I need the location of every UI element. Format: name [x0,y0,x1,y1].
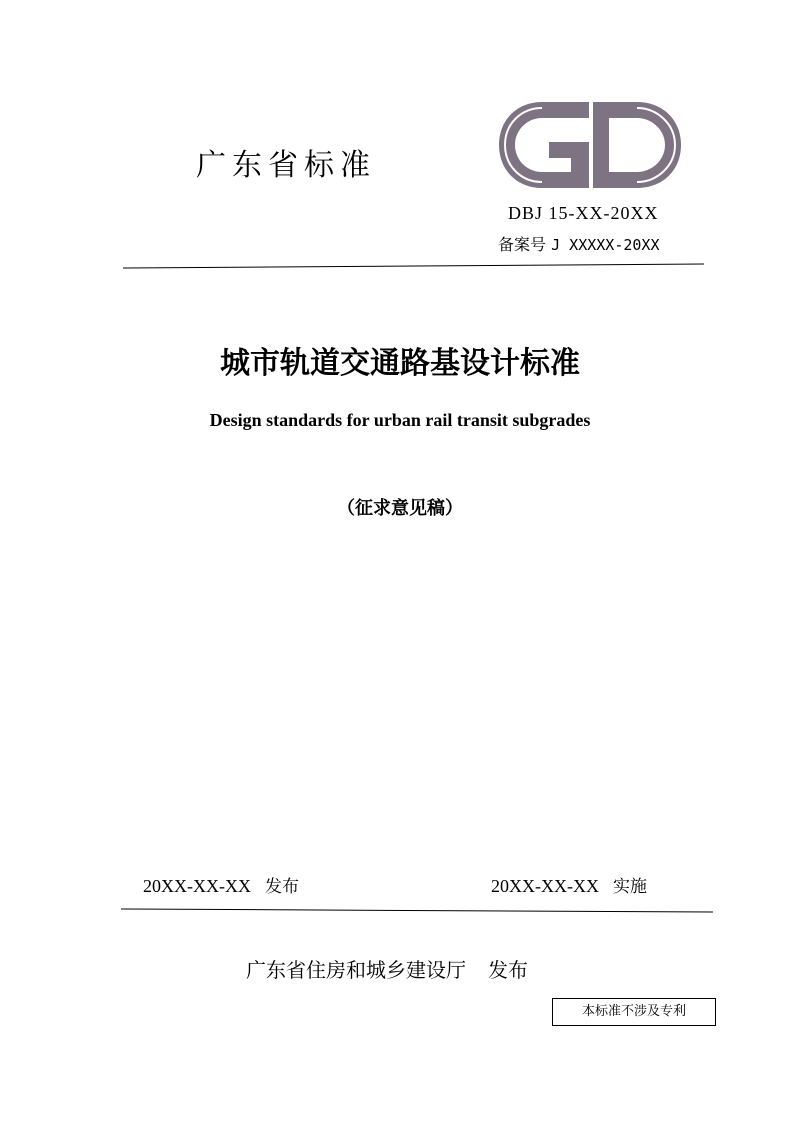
patent-notice: 本标准不涉及专利 [552,998,716,1026]
draft-label: （征求意见稿） [337,498,463,519]
document-title-zh: 城市轨道交通路基设计标准 [220,346,580,381]
publisher [246,954,528,983]
record-number [498,232,659,255]
document-title-en: Design standards for urban rail transit subgrades [209,410,591,430]
record-value: J XXXXX-20XX [551,236,660,254]
logo-g-shape [499,102,589,188]
issue-date-value: 20XX-XX-XX [143,876,251,896]
issue-date-label: 发布 [264,877,299,897]
gd-logo [497,100,683,190]
implementation-date [491,872,647,897]
implementation-date-value: 20XX-XX-XX [491,876,599,896]
publisher-name: 广东省住房和城乡建设厅 [246,958,466,982]
header-rule [123,264,704,268]
standard-code: DBJ 15-XX-20XX [508,203,659,223]
publisher-action: 发布 [488,958,528,982]
implementation-date-label: 实施 [612,877,647,897]
footer-rule [121,909,713,912]
record-label: 备案号 [498,235,547,254]
logo-d-shape [593,102,681,188]
header-title: 广东省标准 [196,148,376,183]
issue-date [143,872,299,897]
